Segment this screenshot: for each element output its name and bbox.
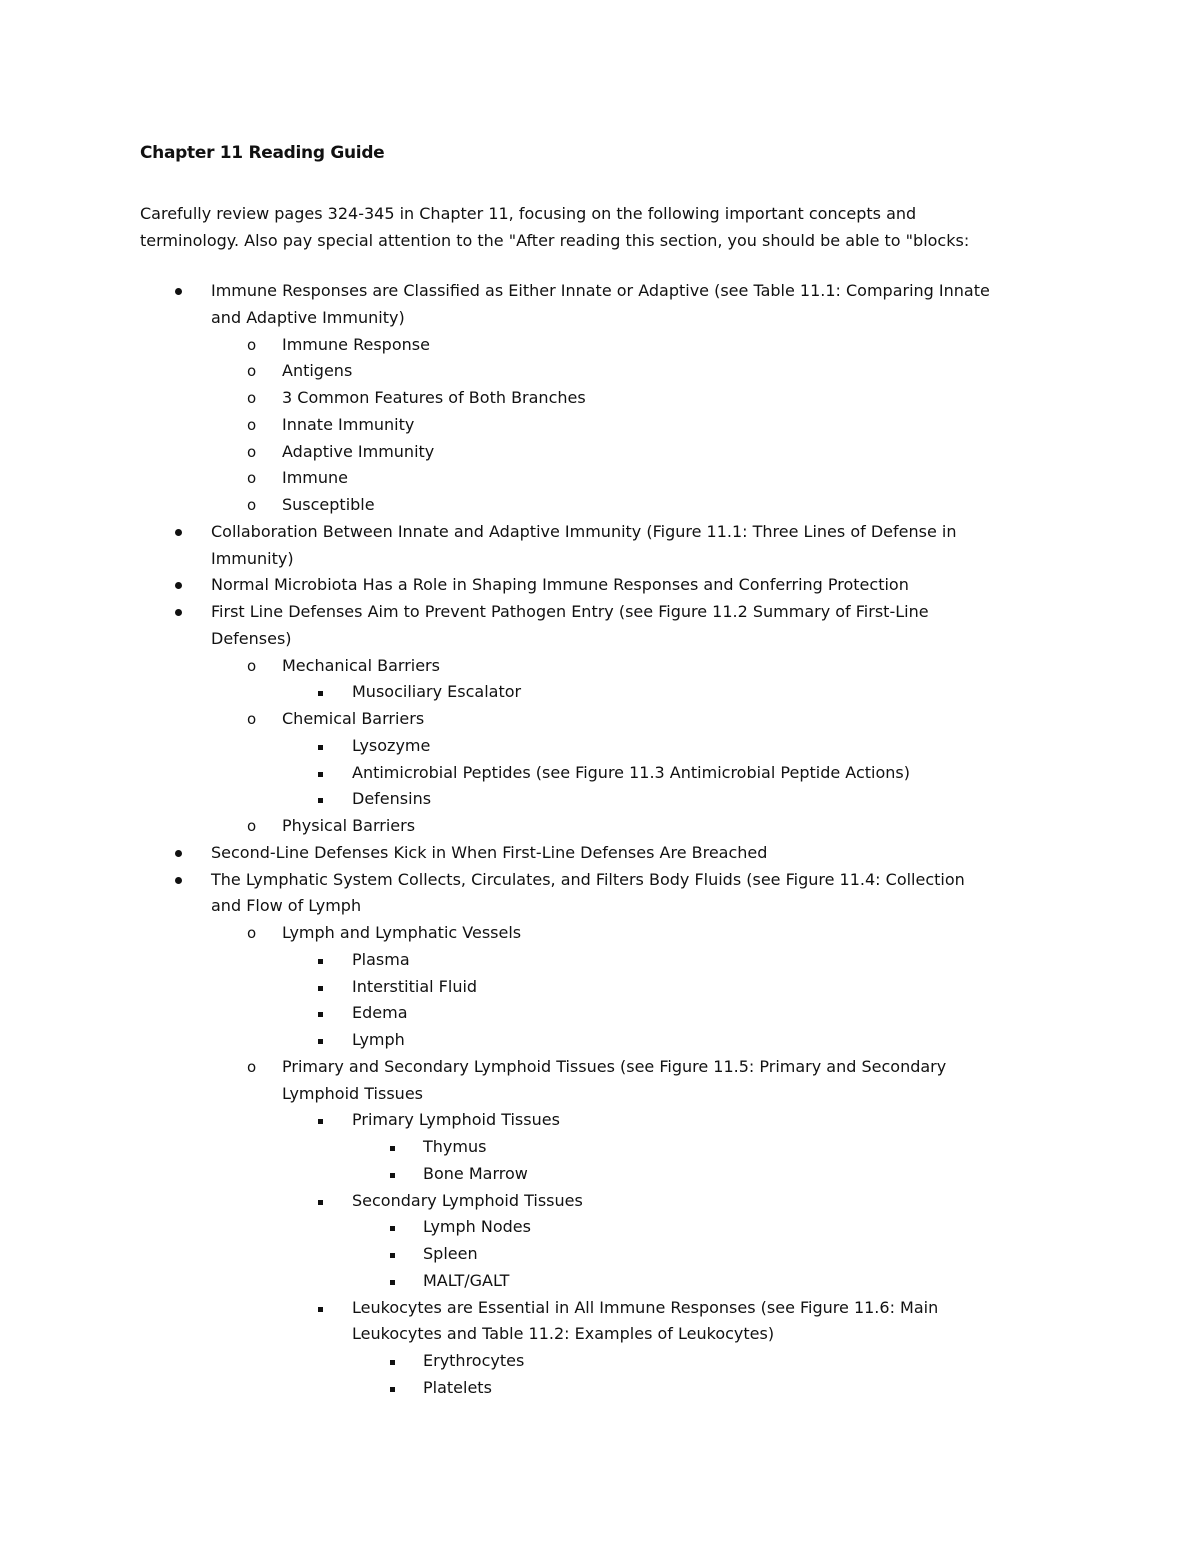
outline-item-text: 3 Common Features of Both Branches: [282, 388, 586, 407]
outline-item-text: Normal Microbiota Has a Role in Shaping Immune Responses and Conferring Protection: [211, 575, 909, 595]
outline-item-text: Immunity): [211, 548, 294, 568]
outline-item-text: Adaptive Immunity: [282, 441, 435, 461]
outline-item-text: Defenses): [211, 628, 292, 648]
outline-item-text: Plasma: [352, 949, 410, 969]
bullet-circle-icon: o: [247, 362, 257, 381]
outline-item-text: Interstitial Fluid: [352, 976, 478, 996]
bullet-circle-icon: o: [247, 415, 257, 434]
outline-item-text: Immune Responses are Classified as Either Innate or Adaptive (see Table 11.1: Comparing Innate: [211, 281, 990, 300]
outline-item-text: Antimicrobial Peptides (see Figure 11.3 Antimicrobial Peptide Actions): [352, 762, 910, 782]
outline-item-text: Physical Barriers: [282, 816, 416, 835]
intro-line: terminology. Also pay special attention to the "After reading this section, you should be able to "blocks:: [140, 231, 970, 250]
document-title: Chapter 11 Reading Guide: [140, 143, 385, 163]
bullet-circle-icon: o: [247, 442, 257, 461]
bullet-circle-icon: o: [247, 710, 257, 728]
bullet-circle-icon: o: [247, 335, 257, 354]
outline-item-text: Secondary Lymphoid Tissues: [352, 1190, 583, 1210]
intro-line: Carefully review pages 324-345 in Chapter 11, focusing on the following important concepts and: [140, 204, 917, 223]
outline-item-text: and Flow of Lymph: [211, 896, 362, 916]
outline-item-text: Leukocytes and Table 11.2: Examples of Leukocytes): [352, 1324, 775, 1344]
outline-item-text: Lymph: [352, 1030, 405, 1049]
outline-item-text: Erythrocytes: [423, 1351, 525, 1370]
outline-item-text: The Lymphatic System Collects, Circulates, and Filters Body Fluids (see Figure 11.4: Collection: [211, 869, 965, 889]
outline-item-text: Mechanical Barriers: [282, 655, 440, 675]
outline-item-text: Primary Lymphoid Tissues: [352, 1110, 560, 1130]
outline-item-text: Lysozyme: [352, 735, 431, 755]
outline-item-text: Immune Response: [282, 334, 430, 354]
bullet-circle-icon: o: [247, 389, 257, 407]
outline-item-text: Antigens: [282, 361, 353, 381]
outline-item-text: Immune: [282, 468, 349, 488]
outline-item-text: Leukocytes are Essential in All Immune Responses (see Figure 11.6: Main: [352, 1297, 939, 1317]
bullet-circle-icon: o: [247, 1057, 257, 1076]
bullet-circle-icon: o: [247, 924, 257, 942]
outline-item-text: Platelets: [423, 1377, 492, 1397]
bullet-circle-icon: o: [247, 817, 257, 835]
outline-item-text: First Line Defenses Aim to Prevent Pathogen Entry (see Figure 11.2 Summary of First-Line: [211, 602, 929, 621]
bullet-circle-icon: o: [247, 656, 257, 675]
outline-item-text: Musociliary Escalator: [352, 682, 522, 702]
intro-paragraph: [140, 200, 1070, 254]
bullet-circle-icon: o: [247, 496, 257, 514]
outline-item-text: Defensins: [352, 789, 432, 809]
outline-item-text: Lymph and Lymphatic Vessels: [282, 923, 522, 942]
outline-item-text: MALT/GALT: [423, 1270, 510, 1290]
bullet-circle-icon: o: [247, 469, 257, 488]
outline-item-text: Collaboration Between Innate and Adaptive Immunity (Figure 11.1: Three Lines of Defense in: [211, 521, 957, 541]
outline-item-text: Edema: [352, 1003, 408, 1023]
outline-item-text: Thymus: [423, 1137, 487, 1156]
outline-item-text: Innate Immunity: [282, 414, 415, 434]
outline-item-text: Primary and Secondary Lymphoid Tissues (see Figure 11.5: Primary and Secondary: [282, 1056, 947, 1076]
outline-item-text: Chemical Barriers: [282, 709, 425, 728]
outline-item-text: Lymphoid Tissues: [282, 1083, 423, 1103]
outline-item-text: and Adaptive Immunity): [211, 307, 405, 327]
outline-item-text: Bone Marrow: [423, 1163, 528, 1183]
outline-item-text: Lymph Nodes: [423, 1217, 531, 1237]
outline-item-text: Second-Line Defenses Kick in When First-Line Defenses Are Breached: [211, 842, 768, 862]
outline-item-text: Susceptible: [282, 495, 375, 514]
outline-item-text: Spleen: [423, 1244, 478, 1263]
